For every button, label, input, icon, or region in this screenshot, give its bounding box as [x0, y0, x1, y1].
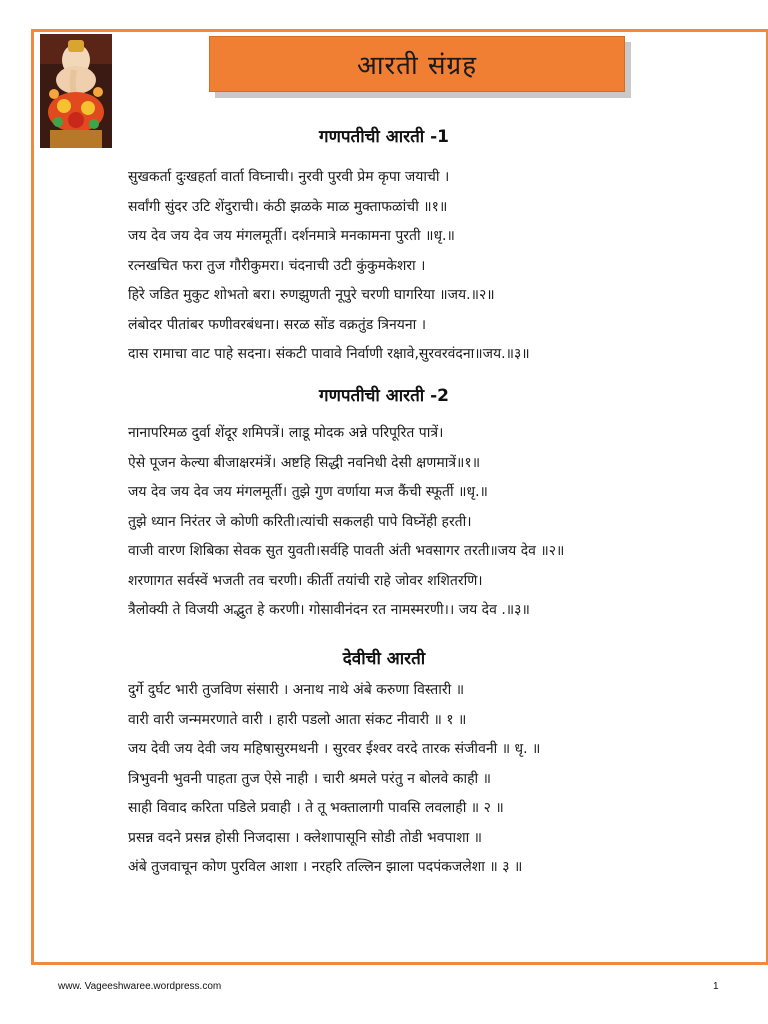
verse-line: त्रैलोक्यी ते विजयी अद्भुत हे करणी। गोसावीनंदन रत नामस्मरणी।। जय देव .॥३॥	[128, 602, 530, 618]
verse-list-ganpati-2	[128, 419, 758, 626]
verse-line: दुर्गे दुर्घट भारी तुजविण संसारी । अनाथ नाथे अंबे करुणा विस्तारी ॥	[128, 682, 465, 698]
title-banner	[209, 36, 625, 92]
verse-line: वाजी वारण शिबिका सेवक सुत युवती।सर्वहि पावती अंती भवसागर तरती॥जय देव ॥२॥	[128, 543, 565, 559]
verse-list-devi	[128, 676, 758, 883]
verse-line: शरणागत सर्वस्वें भजती तव चरणी। कीर्ती तयांची राहे जोवर शशितरणि।	[128, 572, 483, 589]
section-heading-ganpati-1: गणपतीची आरती -1	[319, 127, 449, 147]
verse-line: हिरे जडित मुकुट शोभतो बरा। रुणझुणती नूपुरे चरणी घागरिया ॥जय.॥२॥	[128, 287, 495, 303]
verse-line: दास रामाचा वाट पाहे सदना। संकटी पावावे निर्वाणी रक्षावे,सुरवरवंदना॥जय.॥३॥	[128, 346, 530, 362]
section-heading-devi: देवीची आरती	[342, 649, 426, 669]
verse-line: ऐसे पूजन केल्या बीजाक्षरमंत्रें। अष्टहि सिद्धी नवनिधी देसी क्षणमात्रें॥१॥	[128, 454, 481, 471]
verse-line: रत्नखचित फरा तुज गौरीकुमरा। चंदनाची उटी कुंकुमकेशरा ।	[128, 257, 426, 274]
verse-line: जय देवी जय देवी जय महिषासुरमथनी । सुरवर ईश्वर वरदे तारक संजीवनी ॥ धृ. ॥	[128, 741, 541, 757]
verse-line: साही विवाद करिता पडिले प्रवाही । ते तू भक्तालागी पावसि लवलाही ॥ २ ॥	[128, 800, 504, 816]
verse-line: त्रिभुवनी भुवनी पाहता तुज ऐसे नाही । चारी श्रमले परंतु न बोलवे काही ॥	[128, 770, 491, 787]
footer-website: www. Vageeshwaree.wordpress.com	[58, 981, 222, 992]
verse-line: जय देव जय देव जय मंगलमूर्ती। दर्शनमात्रे मनकामना पुरती ॥धृ.॥	[128, 228, 455, 244]
verse-line: वारी वारी जन्ममरणाते वारी । हारी पडलो आता संकट नीवारी ॥ १ ॥	[128, 711, 467, 728]
verse-line: जय देव जय देव जय मंगलमूर्ती। तुझे गुण वर्णाया मज कैंची स्फूर्ती ॥धृ.॥	[128, 484, 488, 500]
verse-line: सुखकर्ता दुःखहर्ता वार्ता विघ्नाची। नुरवी पुरवी प्रेम कृपा जयाची ।	[128, 169, 450, 185]
verse-line: लंबोदर पीतांबर फणीवरबंधना। सरळ सोंड वक्रतुंड त्रिनयना ।	[128, 316, 427, 333]
page-number: 1	[713, 981, 719, 992]
verse-list-ganpati-1	[128, 163, 758, 370]
page-title: आरती संग्रह	[356, 51, 478, 81]
verse-line: अंबे तुजवाचून कोण पुरविल आशा । नरहरि तल्लिन झाला पदपंकजलेशा ॥ ३ ॥	[128, 859, 523, 875]
verse-line: प्रसन्न वदने प्रसन्न होसी निजदासा । क्लेशापासूनि सोडी तोडी भवपाशा ॥	[128, 829, 483, 846]
verse-line: तुझे ध्यान निरंतर जे कोणी करिती।त्यांची सकलही पापे विघ्नेंही हरती।	[128, 513, 472, 530]
verse-line: नानापरिमळ दुर्वा शेंदूर शमिपत्रें। लाडू मोदक अन्ने परिपूरित पात्रें।	[128, 425, 444, 441]
verse-line: सर्वांगी सुंदर उटि शेंदुराची। कंठी झळके माळ मुक्ताफळांची ॥१॥	[128, 198, 448, 215]
section-heading-ganpati-2: गणपतीची आरती -2	[319, 386, 449, 406]
